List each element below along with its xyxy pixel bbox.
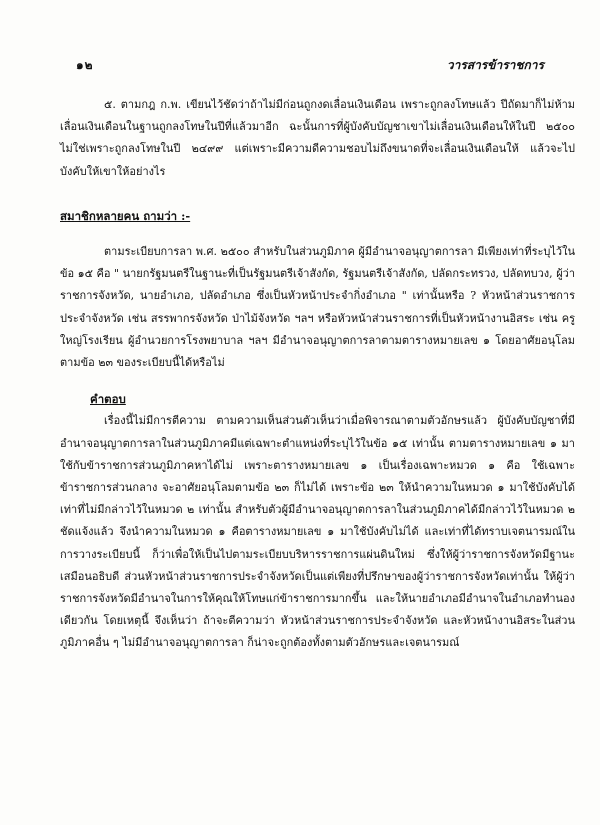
paragraph-answer: เรื่องนี้ไม่มีการตีความ ตามความเห็นส่วนตัวเห็นว่าเมื่อพิจารณาตามตัวอักษรแล้ว ผู้บังคับบัญชาที่มีอำนาจอนุญาตการลาในส่วนภูมิภาคมีแต่เฉพาะตำแหน่งที่ระบุไว้ในข้อ ๑๕ เท่านั้น ตามตารางหมายเลข ๑ มาใช้กับข้าราชการส่วนภูมิภาคหาได้ไม่ เพราะตารางหมายเลข ๑ เป็นเรื่องเฉพาะหมวด ๑ คือ ใช้เฉพาะข้าราชการส่วนกลาง จะอาศัยอนุโลมตามข้อ ๒๓ ก็ไม่ได้ เพราะข้อ ๒๓ ให้นำความในหมวด ๑ มาใช้บังคับได้เท่าที่ไม่มีกล่าวไว้ในหมวด ๒ เท่านั้น สำหรับตัวผู้มีอำนาจอนุญาตการลาในส่วนภูมิภาคได้มีกล่าวไว้ในหมวด ๒ ชัดแจ้งแล้ว จึงนำความในหมวด ๑ คือตารางหมายเลข ๑ มาใช้บังคับไม่ได้ และเท่าที่ได้ทราบเจตนารมณ์ในการวางระเบียบนี้ ก็ว่าเพื่อให้เป็นไปตามระเบียบบริหารราชการแผ่นดินใหม่ ซึ่งให้ผู้ว่าราชการจังหวัดมีฐานะเสมือนอธิบดี ส่วนหัวหน้าส่วนราชการประจำจังหวัดเป็นแต่เพียงที่ปรึกษาของผู้ว่าราชการจังหวัดเท่านั้น ให้ผู้ว่าราชการจังหวัดมีอำนาจในการให้คุณให้โทษแก่ข้าราชการมากขึ้น และให้นายอำเภอมีอำนาจในอำเภอทำนองเดียวกัน โดยเหตุนี้ จึงเห็นว่า ถ้าจะตีความว่า หัวหน้าส่วนราชการประจำจังหวัด และหัวหน้างานอิสระในส่วนภูมิภาคอื่น ๆ ไม่มีอำนาจอนุญาตการลา ก็น่าจะถูกต้องทั้งตามตัวอักษรและเจตนารมณ์ — [60, 414, 575, 650]
running-title: วารสารข้าราชการ — [446, 58, 544, 72]
paragraph-answer-5: ๕. ตามกฎ ก.พ. เขียนไว้ชัดว่าถ้าไม่มีก่อนถูกงดเลื่อนเงินเดือน เพราะถูกลงโทษแล้ว ปีถัดมาก็ไม่ห้ามเลื่อนเงินเดือนในฐานถูกลงโทษในปีที่แล้วมาอีก ฉะนั้นการที่ผู้บังคับบัญชาเขาไม่เลื่อนเงินเดือนให้ในปี ๒๕๐๐ ไม่ใช่เพราะถูกลงโทษในปี ๒๔๙๙ แต่เพราะมีความดีความชอบไม่ถึงขนาดที่จะเลื่อนเงินเดือนให้ แล้วจะไปบังคับให้เขาให้อย่างไร — [60, 98, 575, 178]
page-number: ๑๒ — [76, 58, 94, 72]
paragraph-question: ตามระเบียบการลา พ.ศ. ๒๕๐๐ สำหรับในส่วนภูมิภาค ผู้มีอำนาจอนุญาตการลา มีเพียงเท่าที่ระบุไว้ในข้อ ๑๕ คือ " นายกรัฐมนตรีในฐานะที่เป็นรัฐมนตรีเจ้าสังกัด, รัฐมนตรีเจ้าสังกัด, ปลัดกระทรวง, ปลัดทบวง, ผู้ว่าราชการจังหวัด, นายอำเภอ, ปลัดอำเภอ ซึ่งเป็นหัวหน้าประจำกิ่งอำเภอ " เท่านั้นหรือ ? หัวหน้าส่วนราชการประจำจังหวัด เช่น สรรพากรจังหวัด ป่าไม้จังหวัด ฯลฯ หรือหัวหน้าส่วนราชการที่เป็นหัวหน้างานอิสระ เช่น ครูใหญ่โรงเรียน ผู้อำนวยการโรงพยาบาล ฯลฯ มีอำนาจอนุญาตการลาตามตารางหมายเลข ๑ โดยอาศัยอนุโลมตามข้อ ๒๓ ของระเบียบนี้ได้หรือไม่ — [60, 245, 575, 370]
answer-heading: คำตอบ — [90, 392, 126, 407]
page-header — [76, 56, 544, 72]
question-heading: สมาชิกหลายคน ถามว่า :- — [60, 208, 191, 223]
page-content — [60, 94, 575, 655]
